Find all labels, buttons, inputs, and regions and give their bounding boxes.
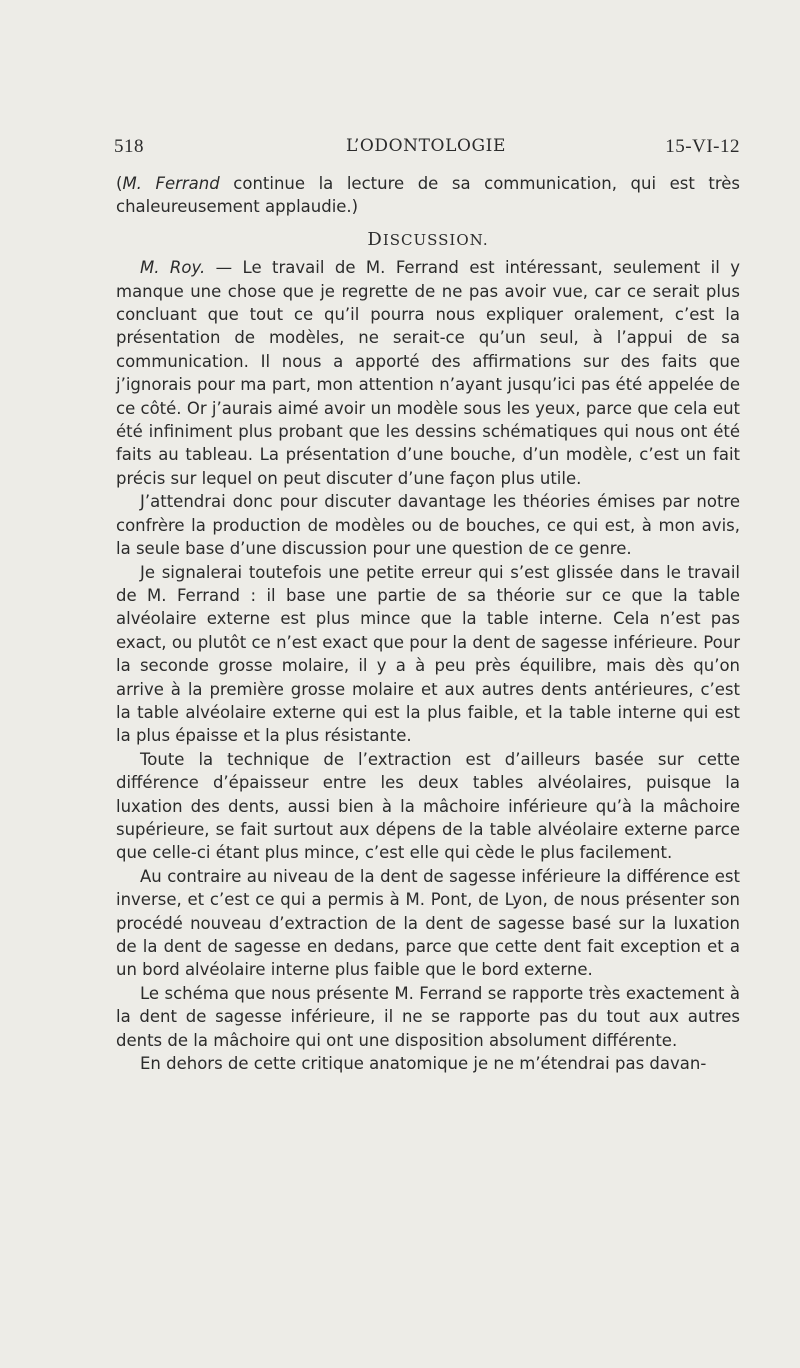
running-header [114,136,740,160]
intro-paragraph: (M. Ferrand continue la lecture de sa communication, qui est très chaleureusement applaudie.) [116,174,741,217]
section-heading: DISCUSSION. [367,228,489,250]
page-number: 518 [114,136,144,157]
paragraph-1: M. Roy. — Le travail de M. Ferrand est intéressant, seulement il y manque une chose que je regrette de ne pas avoir vue, car ce serait plus concluant que tout ce qu’il pourra nous expliquer oralement, c’est la présentation de modèles, ne serait-ce qu’un seul, à l’appui de sa communication. Il nous a apporté des affirmations sur des faits que j’ignorais pour ma part, mon attention n’ayant jusqu’ici pas été appelée de ce côté. Or j’aurais aimé avoir un modèle sous les yeux, parce que cela eut été infiniment plus probant que les dessins schématiques qui nous ont été faits au tableau. La présentation d’une bouche, d’un modèle, c’est un fait précis sur lequel on peut discuter d’une façon plus utile. [116,258,740,488]
paragraph-4: Toute la technique de l’extraction est d’ailleurs basée sur cette différence d’épaisseur entre les deux tables alvéolaires, puisque la luxation des dents, aussi bien à la mâchoire inférieure qu’à la mâchoire supérieure, se fait surtout aux dépens de la table alvéolaire externe parce que celle-ci étant plus mince, c’est elle qui cède le plus facilement. [116,749,740,863]
journal-title: L’ODONTOLOGIE [346,136,507,156]
paragraph-6: Le schéma que nous présente M. Ferrand se rapporte très exactement à la dent de sagesse inférieure, il ne se rapporte pas du tout aux autres dents de la mâchoire qui ont une disposition absolument différente. [116,983,740,1050]
speaker-name: M. Ferrand [122,174,220,193]
paragraph-2: J’attendrai donc pour discuter davantage les théories émises par notre confrère la production de modèles ou de bouches, ce qui est, à mon avis, la seule base d’une discussion pour une question de ce genre. [116,492,740,559]
body-text [116,172,740,1075]
paragraph-7: En dehors de cette critique anatomique je ne m’étendrai pas davan- [140,1054,707,1074]
paragraph-3: Je signalerai toutefois une petite erreur qui s’est glissée dans le travail de M. Ferrand : il base une partie de sa théorie sur ce que la table alvéolaire externe est plus mince que la table interne. Cela n’est pas exact, ou plutôt ce n’est exact que pour la dent de sagesse inférieure. Pour la seconde grosse molaire, il y a à peu près équilibre, mais dès qu’on arrive à la première grosse molaire et aux autres dents antérieures, c’est la table alvéolaire externe qui est la plus faible, et la table interne qui est la plus épaisse et la plus résistante. [116,562,740,746]
paragraph-5: Au contraire au niveau de la dent de sagesse inférieure la différence est inverse, et c’est ce qui a permis à M. Pont, de Lyon, de nous présenter son procédé nouveau d’extraction de la dent de sagesse basé sur la luxation de la dent de sagesse en dedans, parce que cette dent fait exception et a un bord alvéolaire interne plus faible que le bord externe. [116,866,740,980]
speaker-name: M. Roy. [140,258,206,278]
issue-date: 15-VI-12 [665,136,740,157]
